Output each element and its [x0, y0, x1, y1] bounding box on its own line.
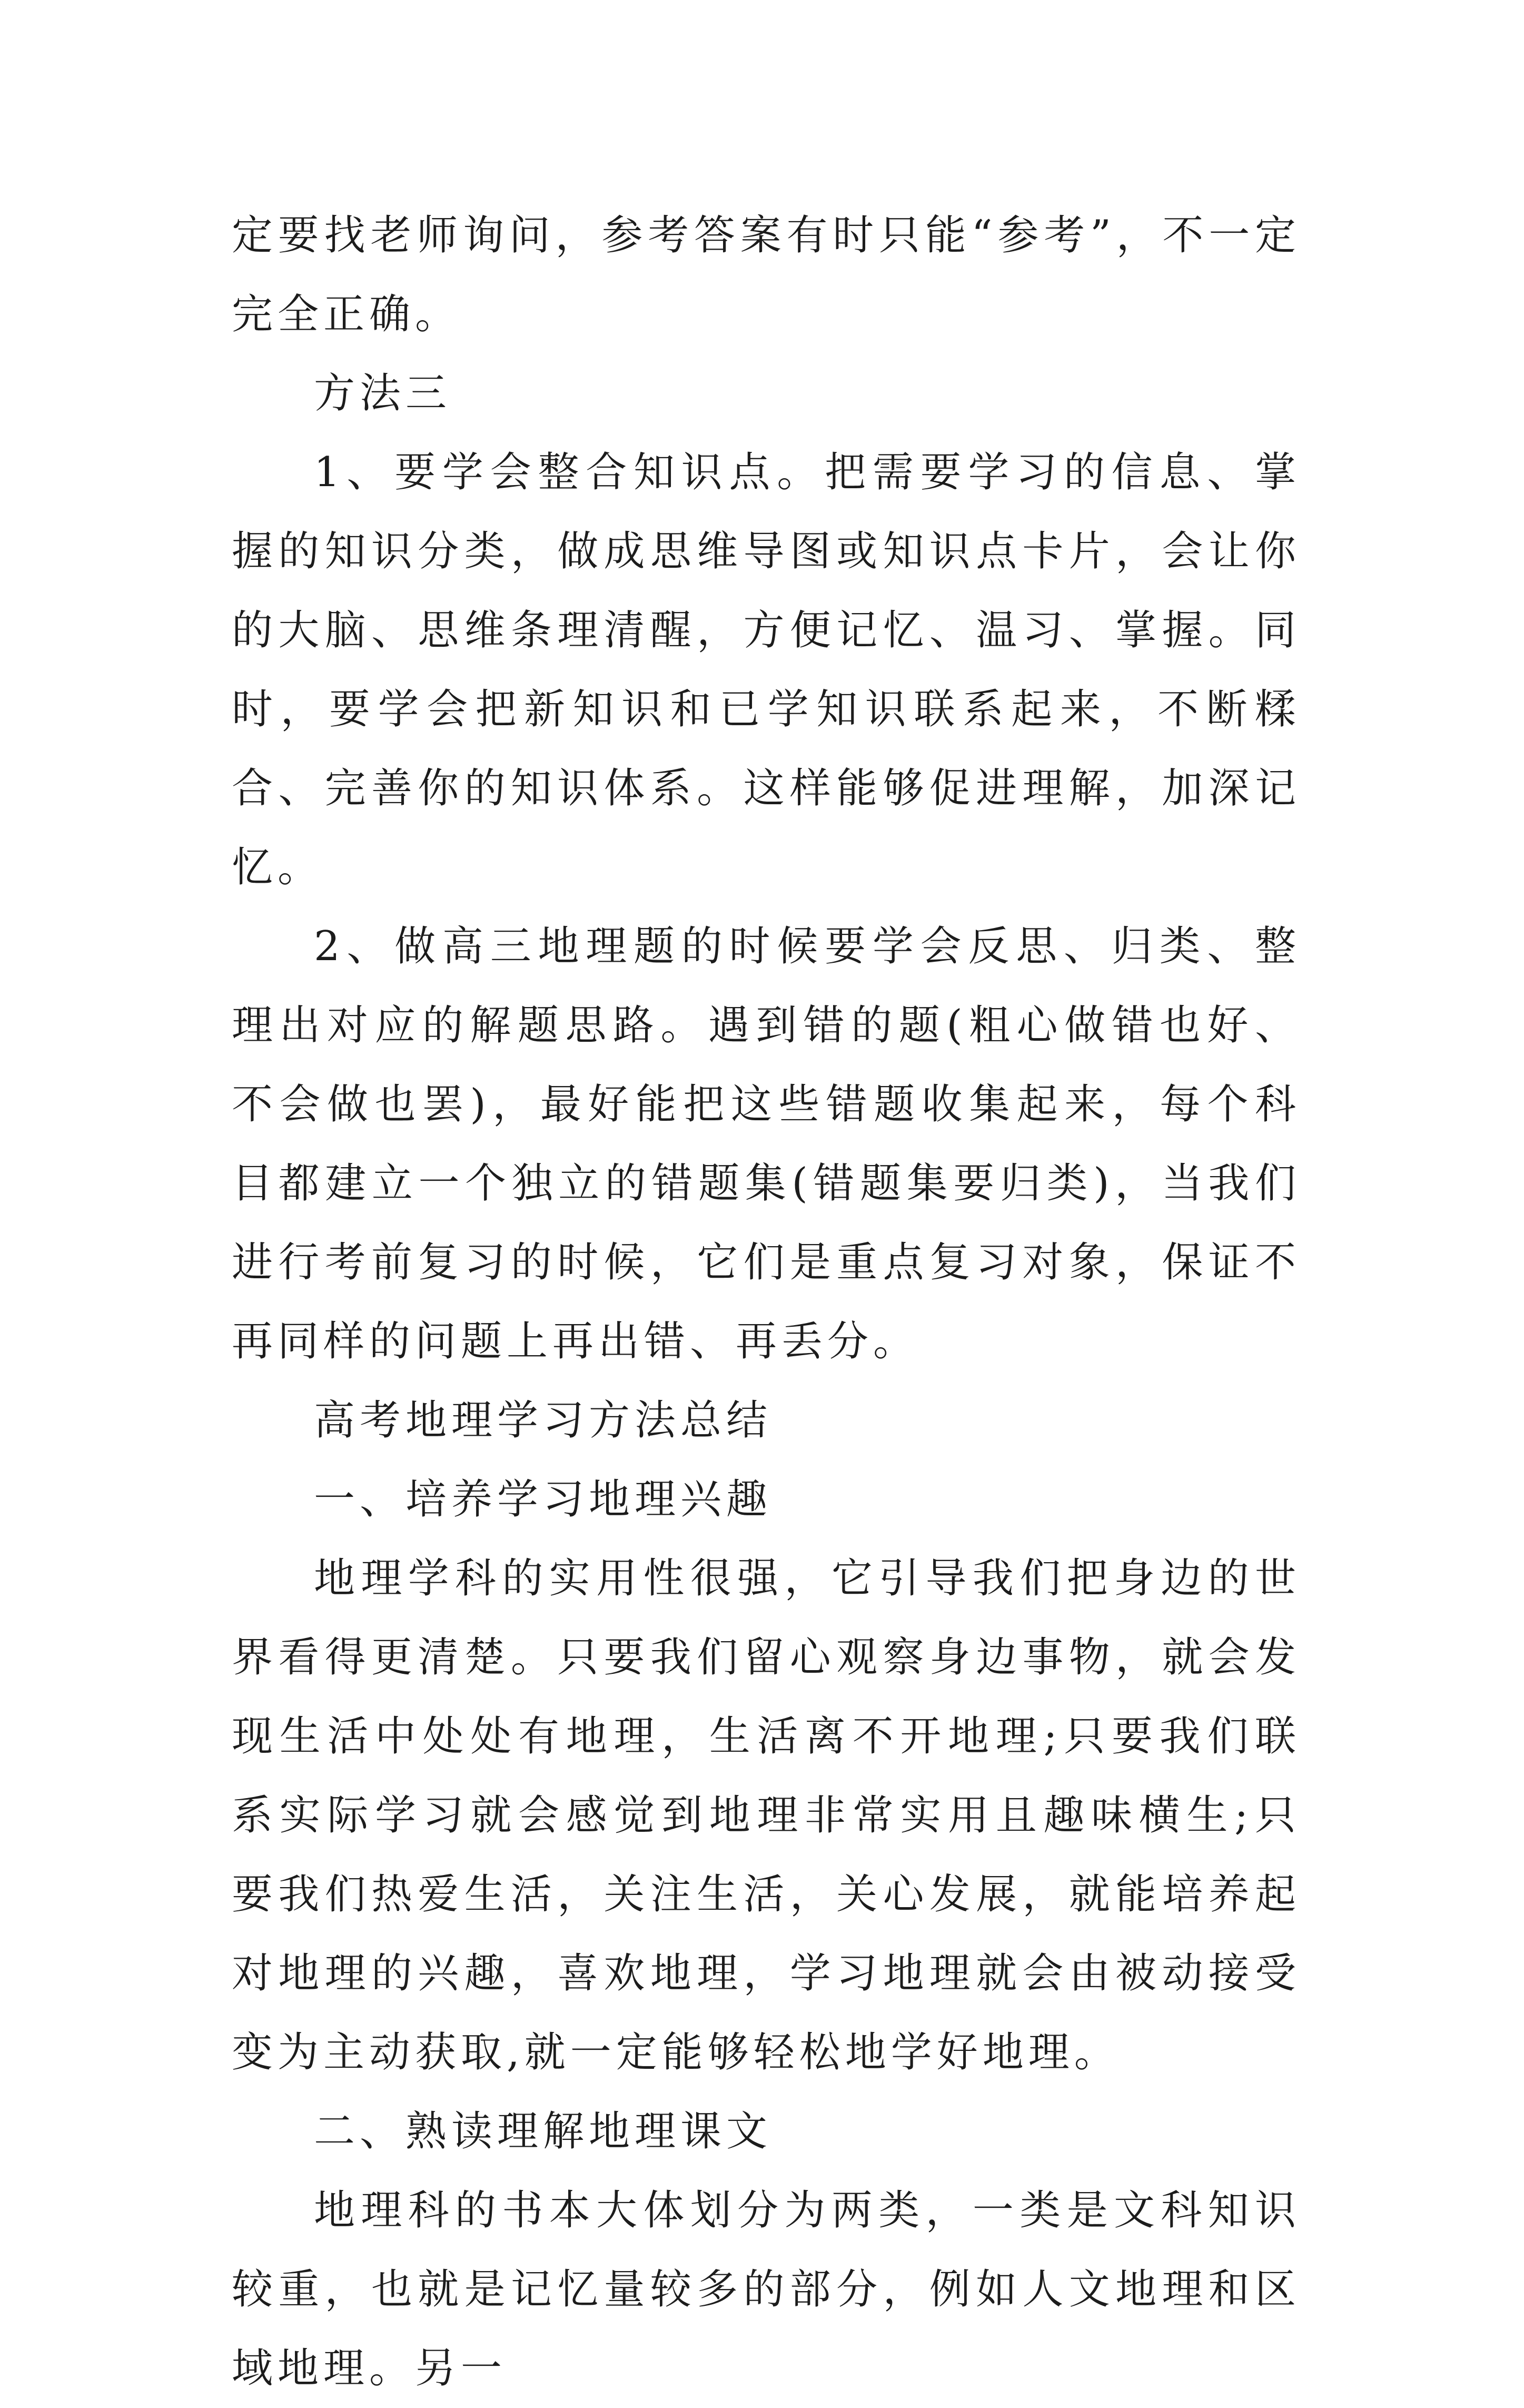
- paragraph-textbook: 地理科的书本大体划分为两类，一类是文科知识较重，也就是记忆量较多的部分，例如人文地理和区域地理。另一: [232, 2187, 1301, 2392]
- section-heading-summary: 高考地理学习方法总结: [314, 1397, 773, 1444]
- document-body: [232, 196, 1301, 2408]
- section-heading-method-three: 方法三: [314, 370, 452, 417]
- section-heading-textbook: 二、熟读理解地理课文: [314, 2108, 773, 2155]
- paragraph-continuation: 定要找老师询问，参考答案有时只能“参考”，不一定完全正确。: [232, 212, 1301, 338]
- paragraph-reflect-and-classify: 2、做高三地理题的时候要学会反思、归类、整理出对应的解题思路。遇到错的题(粗心做错也好、不会做也罢)，最好能把这些错题收集起来，每个科目都建立一个独立的错题集(错题集要归类)，当我们进行考前复习的时候，它们是重点复习对象，保证不再同样的问题上再出错、再丢分。: [232, 923, 1301, 1365]
- section-heading-interest: 一、培养学习地理兴趣: [314, 1476, 773, 1523]
- paragraph-interest: 地理学科的实用性很强，它引导我们把身边的世界看得更清楚。只要我们留心观察身边事物，就会发现生活中处处有地理，生活离不开地理;只要我们联系实际学习就会感觉到地理非常实用且趣味横生;只要我们热爱生活，关注生活，关心发展，就能培养起对地理的兴趣，喜欢地理，学习地理就会由被动接受变为主动获取,就一定能够轻松地学好地理。: [232, 1555, 1301, 2076]
- paragraph-integrate-knowledge: 1、要学会整合知识点。把需要学习的信息、掌握的知识分类，做成思维导图或知识点卡片，会让你的大脑、思维条理清醒，方便记忆、温习、掌握。同时，要学会把新知识和已学知识联系起来，不断糅合、完善你的知识体系。这样能够促进理解，加深记忆。: [232, 449, 1301, 891]
